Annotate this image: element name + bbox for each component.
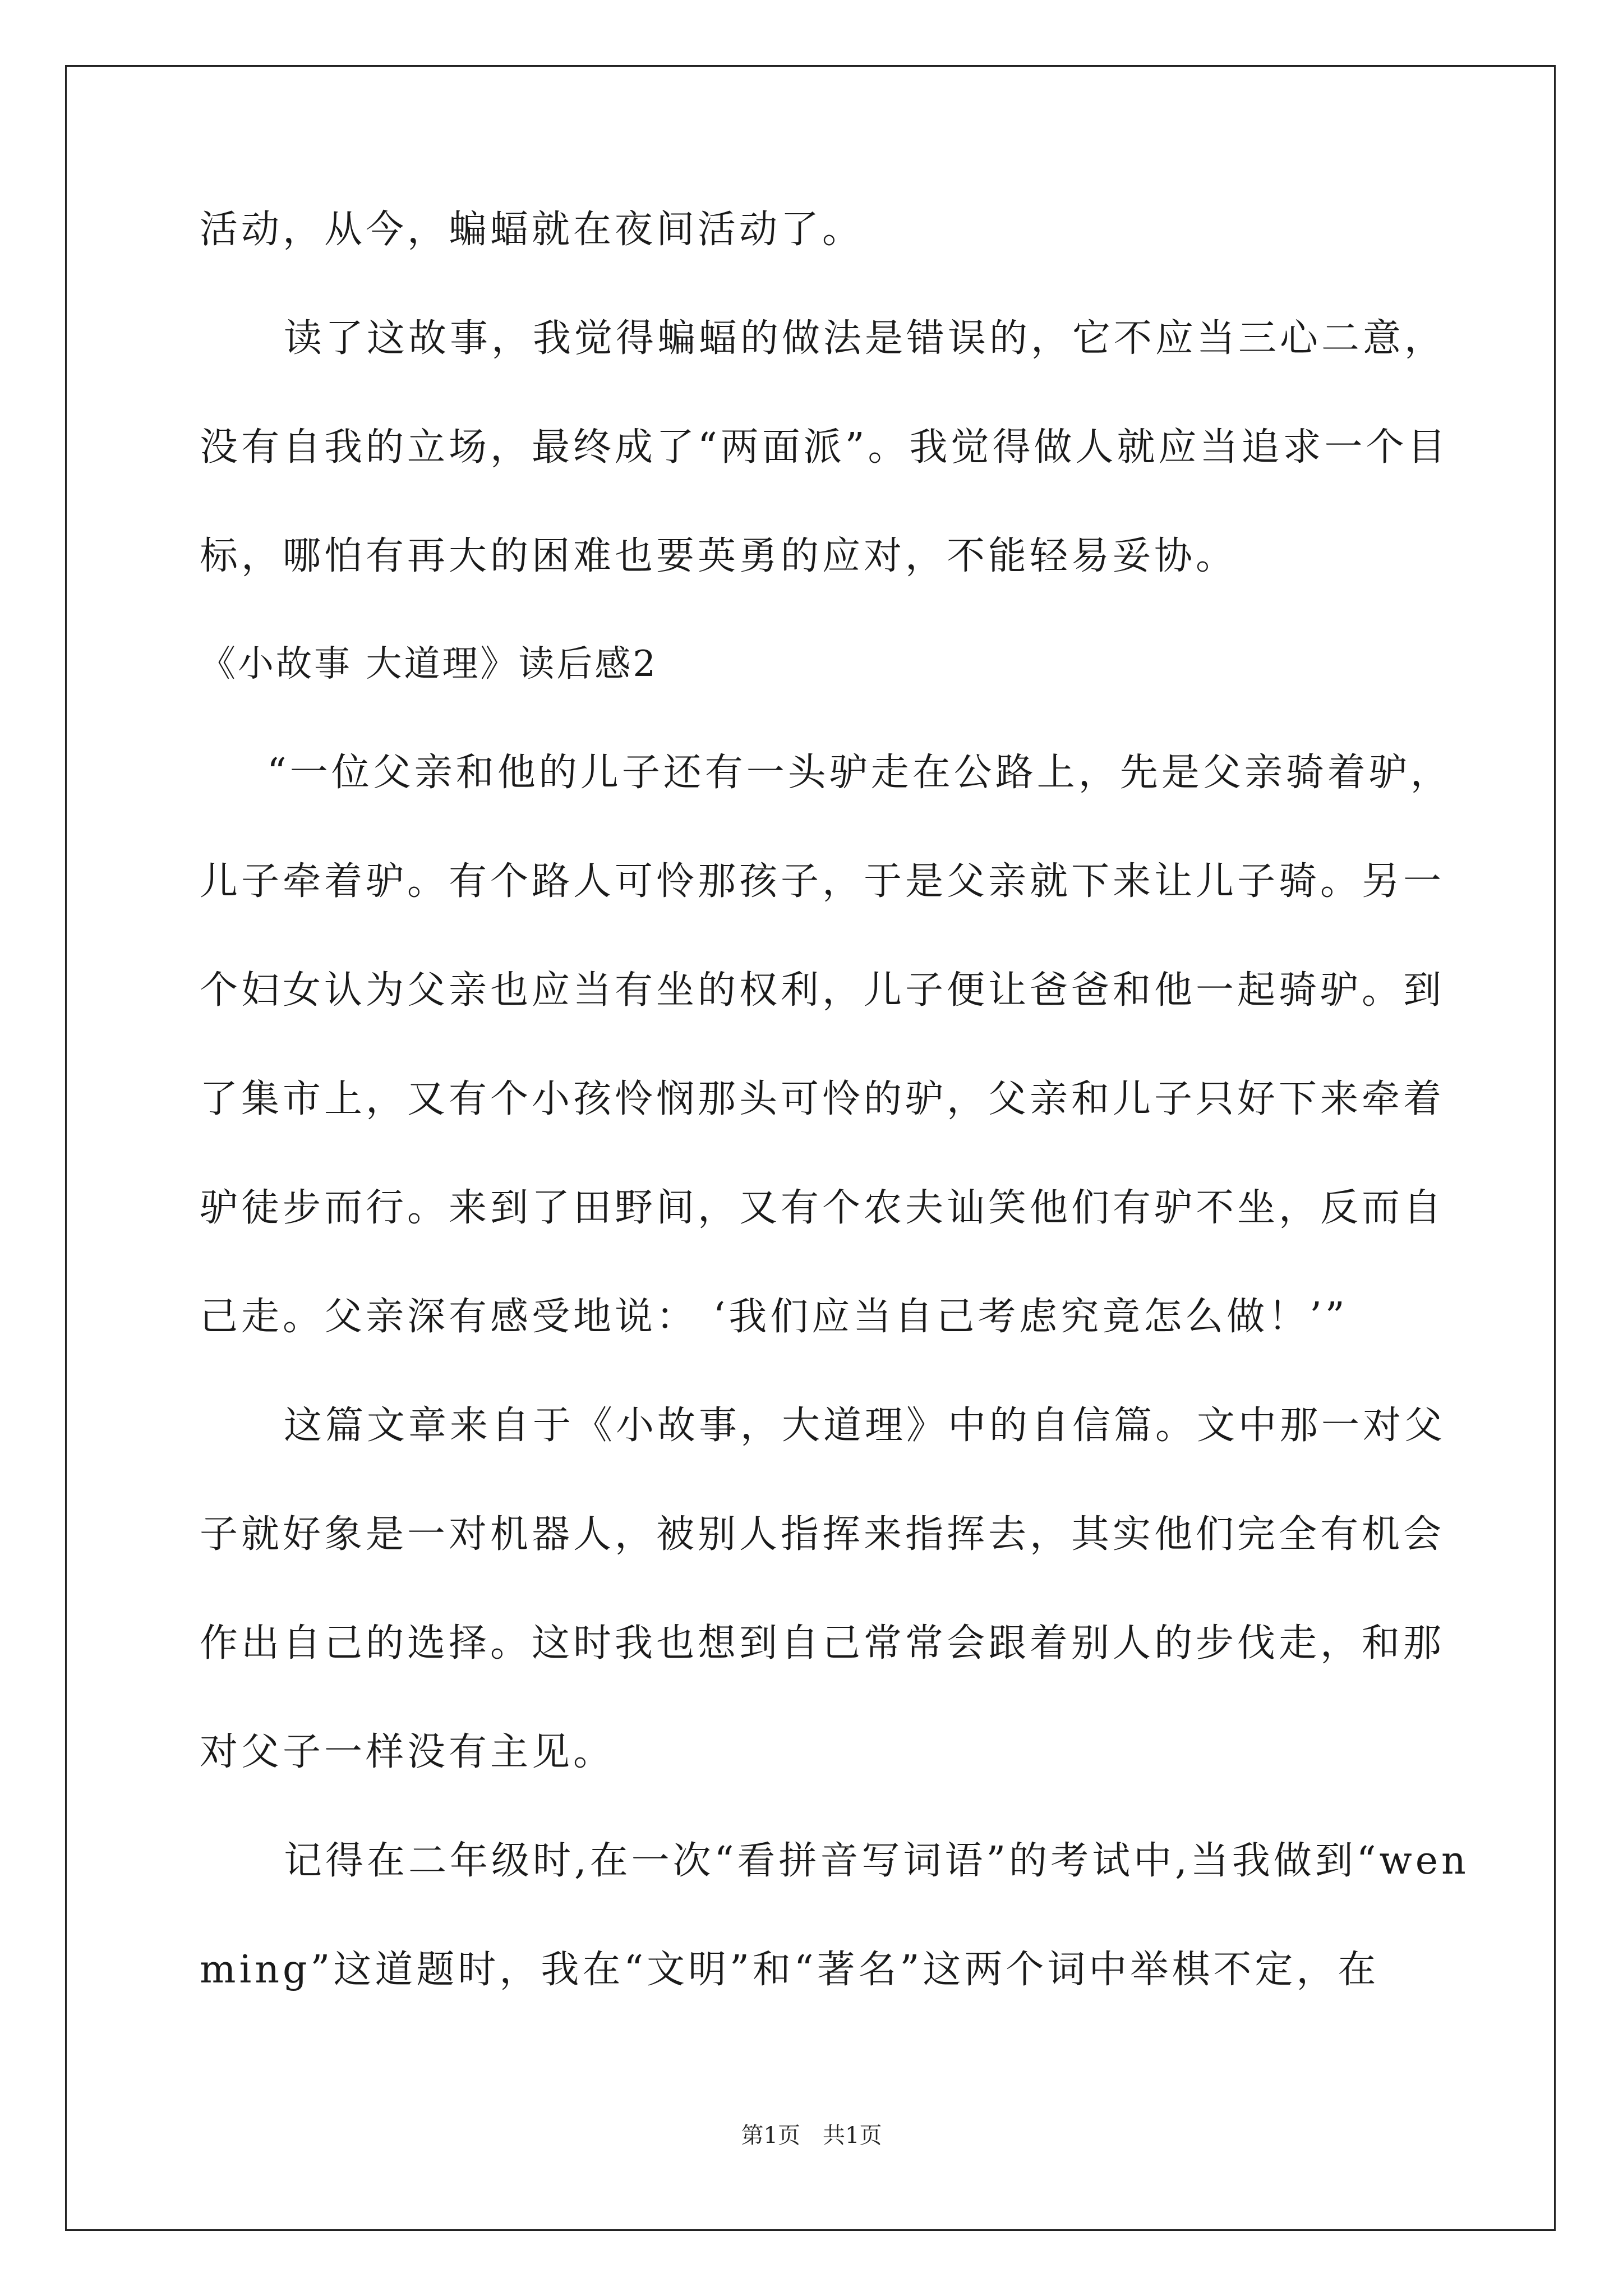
text-line: 没有自我的立场，最终成了“两面派”。我觉得做人就应当追求一个目 xyxy=(200,425,1449,470)
text-line: 记得在二年级时,在一次“看拼音写词语”的考试中,当我做到“wen xyxy=(284,1839,1469,1883)
text-line: 读了这故事，我觉得蝙蝠的做法是错误的，它不应当三心二意， xyxy=(284,316,1446,361)
text-line: 个妇女认为父亲也应当有坐的权利，儿子便让爸爸和他一起骑驴。到 xyxy=(200,968,1445,1013)
text-line: 活动，从今，蝙蝠就在夜间活动了。 xyxy=(200,208,864,252)
text-line: 子就好象是一对机器人，被别人指挥来指挥去，其实他们完全有机会 xyxy=(200,1512,1445,1557)
text-line: 这篇文章来自于《小故事，大道理》中的自信篇。文中那一对父 xyxy=(284,1404,1446,1448)
text-line: 作出自己的选择。这时我也想到自己常常会跟着别人的步伐走，和那 xyxy=(200,1621,1445,1665)
document-body xyxy=(200,202,1469,1998)
text-line: ming”这道题时，我在“文明”和“著名”这两个词中举棋不定，在 xyxy=(200,1948,1380,1992)
text-line: 了集市上，又有个小孩怜悯那头可怜的驴，父亲和儿子只好下来牵着 xyxy=(200,1077,1445,1121)
page-footer xyxy=(0,2122,1623,2150)
text-line: 儿子牵着驴。有个路人可怜那孩子，于是父亲就下来让儿子骑。另一 xyxy=(200,859,1445,904)
text-line: “一位父亲和他的儿子还有一头驴走在公路上，先是父亲骑着驴， xyxy=(267,751,1452,795)
text-line: 己走。父亲深有感受地说： ‘我们应当自己考虑究竟怎么做！’” xyxy=(200,1295,1348,1339)
text-line: 对父子一样没有主见。 xyxy=(200,1730,615,1774)
section-title: 《小故事 大道理》读后感2 xyxy=(200,643,658,685)
text-line: 驴徒步而行。来到了田野间，又有个农夫讪笑他们有驴不坐，反而自 xyxy=(200,1186,1445,1230)
text-line: 标，哪怕有再大的困难也要英勇的应对，不能轻易妥协。 xyxy=(200,534,1238,578)
page-number-label: 第1页 共1页 xyxy=(741,2123,882,2148)
